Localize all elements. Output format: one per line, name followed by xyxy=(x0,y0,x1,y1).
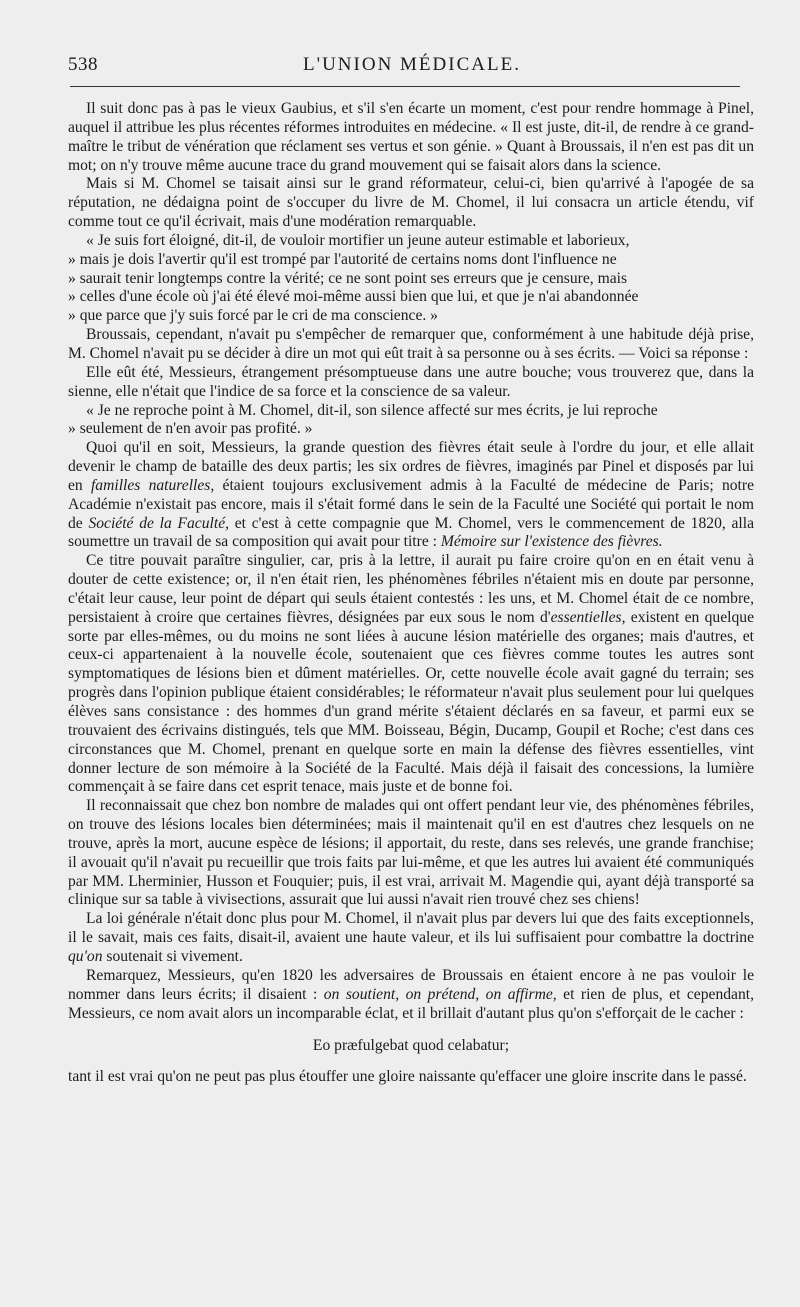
paragraph: tant il est vrai qu'on ne peut pas plus étouffer une gloire naissante qu'effacer une gloire inscrite dans le passé. xyxy=(68,1068,747,1086)
italic-phrase: essentielles, xyxy=(550,608,626,626)
italic-phrase: on soutient, on prétend, on affirme, xyxy=(323,985,557,1003)
quote-line: « Je ne reproche point à M. Chomel, dit-il, son silence affecté sur mes écrits, je lui reproche xyxy=(86,401,658,419)
paragraph: Mais si M. Chomel se taisait ainsi sur le grand réformateur, celui-ci, bien qu'arrivé à l'apogée de sa réputation, ne dédaigna point de s'occuper du livre de M. Chomel, il lui consacra un article étendu, vif comme tout ce qu'il écrivait, mais d'une modération remarquable. xyxy=(68,175,754,231)
paragraph xyxy=(68,910,754,967)
italic-phrase: qu'on xyxy=(68,947,103,965)
paragraph-text: Ce titre pouvait paraître singulier, car, pris à la lettre, il aurait pu faire croire qu'on en en était venu à douter de cette existence; or, il n'en était rien, les phénomènes fébriles n'étaient mis en doute par personne, c'était leur cause, leur point de départ qui seuls étaient contestés : les uns, et M. Chomel était de ce nombre, persistaient à croire que certaines fièvres, désignées par eux sous le nom d' xyxy=(68,552,754,626)
paragraph xyxy=(68,967,754,1024)
paragraph-text: existent en quelque sorte par elles-mêmes, ou du moins ne sont liées à aucune lésion matérielle des organes; mais d'autres, et ceux-ci appartenaient à la nouvelle école, soutenaient que ces fièvres comme toutes les autres sont symptomatiques de lésions bien et dûment matérielles. Or, cette nouvelle école avait gagné du terrain; ses progrès dans l'opinion publique étaient considérables; le réformateur n'avait plus seulement pour lui quelques élèves sans consistance : des hommes d'un grand mérite s'étaient déclarés en sa faveur, et parmi eux se trouvaient des écrivains distingués, tels que MM. Boisseau, Bégin, Ducamp, Goupil et Roche; c'est dans ces circonstances que M. Chomel, prenant en quelque sorte en main la défense des fièvres essentielles, vint donner lecture de son mémoire à la Société de la Faculté. Mais déjà il faisait des concessions, la lumière commençait à se faire dans cet esprit tenace, mais juste et de bonne foi. xyxy=(68,608,754,796)
header-rule xyxy=(70,86,740,87)
paragraph-text: Remarquez, Messieurs, qu'en 1820 les adversaires de Broussais en étaient encore à ne pas vouloir le nommer dans leurs écrits; il disaient : xyxy=(68,966,754,1003)
paragraph-text: étaient toujours exclusivement admis à la Faculté de médecine de Paris; notre Académie n'existait pas encore, mais il s'était formé dans le sein de la Faculté une Société qui portait le nom de xyxy=(68,476,754,532)
paragraph-text: soutenait si vivement. xyxy=(102,947,243,965)
paragraph-text: et rien de plus, et cependant, Messieurs, ce nom avait alors un incomparable éclat, et il brillait d'autant plus qu'on s'efforçait de le cacher : xyxy=(68,985,754,1022)
page-header xyxy=(68,54,756,80)
quote-line: » seulement de n'en avoir pas profité. » xyxy=(68,420,313,438)
page-number: 538 xyxy=(68,54,98,75)
paragraph: Il reconnaissait que chez bon nombre de malades qui ont offert pendant leur vie, des phénomènes fébriles, on trouve des lésions locales bien déterminées; mais il maintenait qu'il en est d'autres chez lesquels on ne trouve, après la mort, aucune espèce de lésions; il apportait, du reste, dans ses relevés, une grande franchise; il avouait qu'il n'avait pu recueillir que trois faits par lui-même, et que les autres lui avaient été communiqués par MM. Lherminier, Husson et Fouquier; puis, il est vrai, arrivait M. Magendie qui, ayant déjà transporté sa clinique sur sa table à vivisections, assurait que lui aussi n'avait rien trouvé chez ses chiens! xyxy=(68,797,754,909)
latin-epigraph: Eo præfulgebat quod celabatur; xyxy=(312,1037,510,1055)
paragraph xyxy=(68,439,754,552)
italic-phrase: Société de la Faculté, xyxy=(88,514,230,532)
paragraph: Il suit donc pas à pas le vieux Gaubius, et s'il s'en écarte un moment, c'est pour rendre hommage à Pinel, auquel il attribue les plus récentes réformes introduites en médecine. « Il est juste, dit-il, de rendre à ce grand-maître le tribut de vénération que réclament ses vertus et son génie. » Quant à Broussais, il n'en est pas dit un mot; on n'y trouve même aucune trace du grand mouvement qui se faisait alors dans la science. xyxy=(68,100,754,174)
quote-line: « Je suis fort éloigné, dit-il, de vouloir mortifier un jeune auteur estimable et laborieux, xyxy=(86,231,630,249)
paragraph-text: Quoi qu'il en soit, Messieurs, la grande question des fièvres était seule à l'ordre du jour, et elle allait devenir le champ de bataille des deux partis; les six ordres de fièvres, imaginés par Pinel et disposés par lui en xyxy=(68,439,754,494)
paragraph: Elle eût été, Messieurs, étrangement présomptueuse dans une autre bouche; vous trouverez que, dans la sienne, elle n'était que l'indice de sa force et la conscience de sa valeur. xyxy=(68,363,754,400)
paragraph: Broussais, cependant, n'avait pu s'empêcher de remarquer que, conformément à une habitude déjà prise, M. Chomel n'avait pu se décider à dire un mot qui eût trait à sa personne ou à ses écrits. — Voici sa réponse : xyxy=(68,326,754,362)
paragraph-text: La loi générale n'était donc plus pour M. Chomel, il n'avait plus par devers lui que des faits exceptionnels, il le savait, mais ces faits, disait-il, avaient une haute valeur, et ils lui suffisaient pour combattre la doctrine xyxy=(68,910,754,947)
quote-line: » mais je dois l'avertir qu'il est trompé par l'autorité de certains noms dont l'influence ne xyxy=(68,250,617,268)
paragraph-text: et c'est à cette compagnie que M. Chomel, vers le commencement de 1820, alla soumettre un travail de sa composition qui avait pour titre : xyxy=(68,514,755,551)
running-title: L'UNION MÉDICALE. xyxy=(303,54,521,75)
quote-line: » celles d'une école où j'ai été élevé moi-même aussi bien que lui, et que je n'ai abandonnée xyxy=(68,288,639,306)
quote-line: » saurait tenir longtemps contre la vérité; ce ne sont point ses erreurs que je censure, mais xyxy=(68,269,628,287)
article-body xyxy=(68,100,754,1087)
italic-phrase: familles naturelles, xyxy=(90,476,215,494)
paragraph xyxy=(68,552,754,797)
quote-line: » que parce que j'y suis forcé par le cri de ma conscience. » xyxy=(68,307,438,325)
italic-phrase: Mémoire sur l'existence des fièvres. xyxy=(440,533,663,551)
